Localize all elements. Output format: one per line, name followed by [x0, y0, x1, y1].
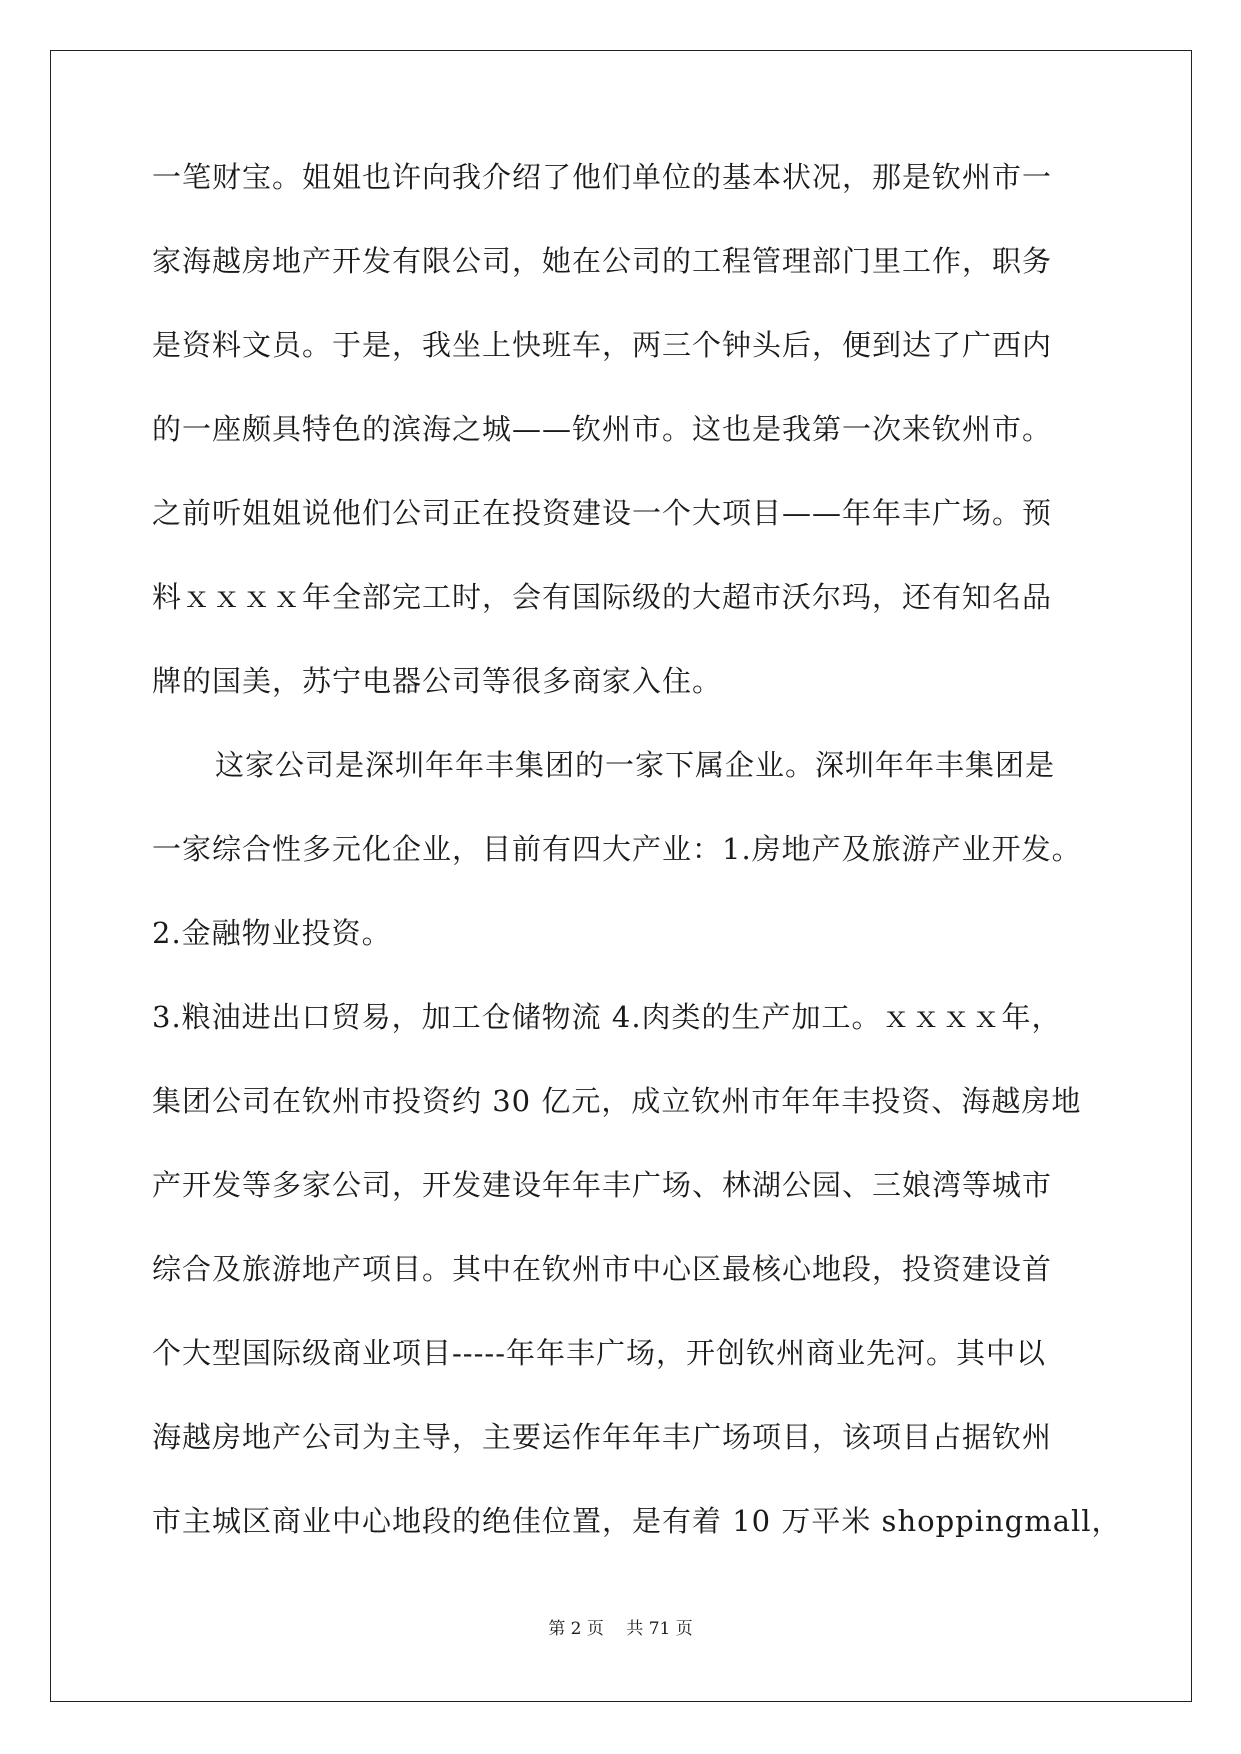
- text-line: 海越房地产公司为主导，主要运作年年丰广场项目，该项目占据钦州: [152, 1420, 1053, 1454]
- text-line: 一家综合性多元化企业，目前有四大产业：1.房地产及旅游产业开发。: [152, 832, 1082, 866]
- text-line: 家海越房地产开发有限公司，她在公司的工程管理部门里工作，职务: [152, 244, 1053, 278]
- document-body: [152, 155, 1122, 1583]
- page-number-footer: 第 2 页 共 71 页: [548, 1619, 693, 1639]
- text-line: 综合及旅游地产项目。其中在钦州市中心区最核心地段，投资建设首: [152, 1252, 1053, 1286]
- text-line: 集团公司在钦州市投资约 30 亿元，成立钦州市年年丰投资、海越房地: [152, 1084, 1082, 1118]
- text-line: 之前听姐姐说他们公司正在投资建设一个大项目——年年丰广场。预: [152, 496, 1053, 530]
- text-line: 产开发等多家公司，开发建设年年丰广场、林湖公园、三娘湾等城市: [152, 1168, 1053, 1202]
- text-line: 2.金融物业投资。: [152, 916, 392, 950]
- text-line: 牌的国美，苏宁电器公司等很多商家入住。: [152, 664, 723, 698]
- text-line: 个大型国际级商业项目-----年年丰广场，开创钦州商业先河。其中以: [152, 1336, 1046, 1370]
- text-line: 的一座颇具特色的滨海之城——钦州市。这也是我第一次来钦州市。: [152, 412, 1053, 446]
- text-line: 一笔财宝。姐姐也许向我介绍了他们单位的基本状况，那是钦州市一: [152, 160, 1053, 194]
- text-line: 3.粮油进出口贸易，加工仓储物流 4.肉类的生产加工。ｘｘｘｘ年，: [152, 1000, 1062, 1034]
- text-line: 市主城区商业中心地段的绝佳位置，是有着 10 万平米 shoppingmall，: [152, 1504, 1122, 1538]
- text-line: 料ｘｘｘｘ年全部完工时，会有国际级的大超市沃尔玛，还有知名品: [152, 580, 1053, 614]
- text-line: 是资料文员。于是，我坐上快班车，两三个钟头后，便到达了广西内: [152, 328, 1053, 362]
- paragraph-first-line: 这家公司是深圳年年丰集团的一家下属企业。深圳年年丰集团是: [215, 748, 1056, 782]
